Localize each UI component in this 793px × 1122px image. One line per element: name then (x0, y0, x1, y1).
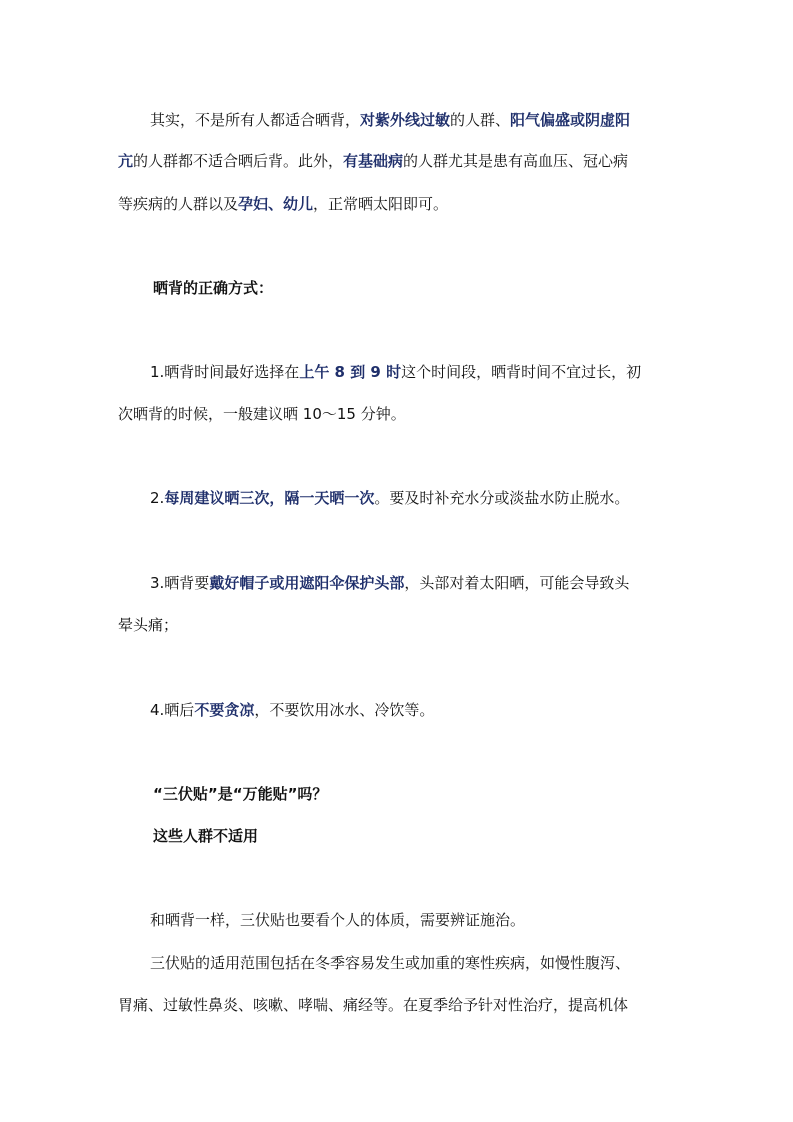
paragraph-3-line-2: 胃痛、过敏性鼻炎、咳嗽、哮喘、痛经等。在夏季给予针对性治疗，提高机体 (118, 996, 629, 1014)
text: 。要及时补充水分或淡盐水防止脱水。 (374, 489, 630, 507)
paragraph-3-line-1: 三伏贴的适用范围包括在冬季容易发生或加重的寒性疾病，如慢性腹泻、 (150, 954, 631, 972)
text: 1.晒背时间最好选择在 (150, 363, 300, 381)
section-heading-sun-back: 晒背的正确方式： (153, 279, 274, 297)
text: 的人群、 (450, 111, 511, 129)
text: 这个时间段，晒背时间不宜过长，初 (401, 363, 642, 381)
text: ，不要饮用冰水、冷饮等。 (254, 701, 435, 719)
text: 2. (150, 489, 165, 507)
highlight-text: 不要贪凉 (194, 701, 255, 719)
list-item-1-line-2: 次晒背的时候，一般建议晒 10～15 分钟。 (118, 405, 406, 423)
list-item-1-line-1 (150, 362, 641, 382)
section-subheading: 这些人群不适用 (153, 827, 259, 845)
highlight-text: 亢 (118, 152, 134, 170)
list-item-2 (150, 488, 629, 508)
highlight-text: 戴好帽子或用遮阳伞保护头部 (209, 574, 405, 592)
text: 的人群尤其是患有高血压、冠心病 (403, 152, 629, 170)
text: 4.晒后 (150, 701, 195, 719)
text: ，头部对着太阳晒，可能会导致头 (404, 574, 630, 592)
text: 其实，不是所有人都适合晒背， (150, 111, 361, 129)
paragraph-1-line-1 (150, 110, 630, 130)
highlight-text: 上午 8 到 9 时 (299, 363, 402, 381)
section-heading-sanfu-patch: “三伏贴”是“万能贴”吗？ (153, 785, 328, 803)
highlight-text: 每周建议晒三次，隔一天晒一次 (164, 489, 375, 507)
highlight-text: 阳气偏盛或阴虚阳 (510, 111, 631, 129)
text: 3.晒背要 (150, 574, 210, 592)
paragraph-1-line-2 (118, 151, 628, 171)
highlight-text: 孕妇、幼儿 (238, 195, 314, 213)
text: ，正常晒太阳即可。 (313, 195, 449, 213)
text: 的人群都不适合晒后背。此外， (133, 152, 344, 170)
highlight-text: 有基础病 (343, 152, 404, 170)
list-item-4 (150, 700, 434, 720)
paragraph-2: 和晒背一样，三伏贴也要看个人的体质，需要辨证施治。 (150, 911, 526, 929)
highlight-text: 对紫外线过敏 (360, 111, 451, 129)
list-item-3-line-2: 晕头痛； (118, 616, 179, 634)
text: 等疾病的人群以及 (118, 195, 239, 213)
list-item-3-line-1 (150, 573, 629, 593)
paragraph-1-line-3 (118, 194, 448, 214)
